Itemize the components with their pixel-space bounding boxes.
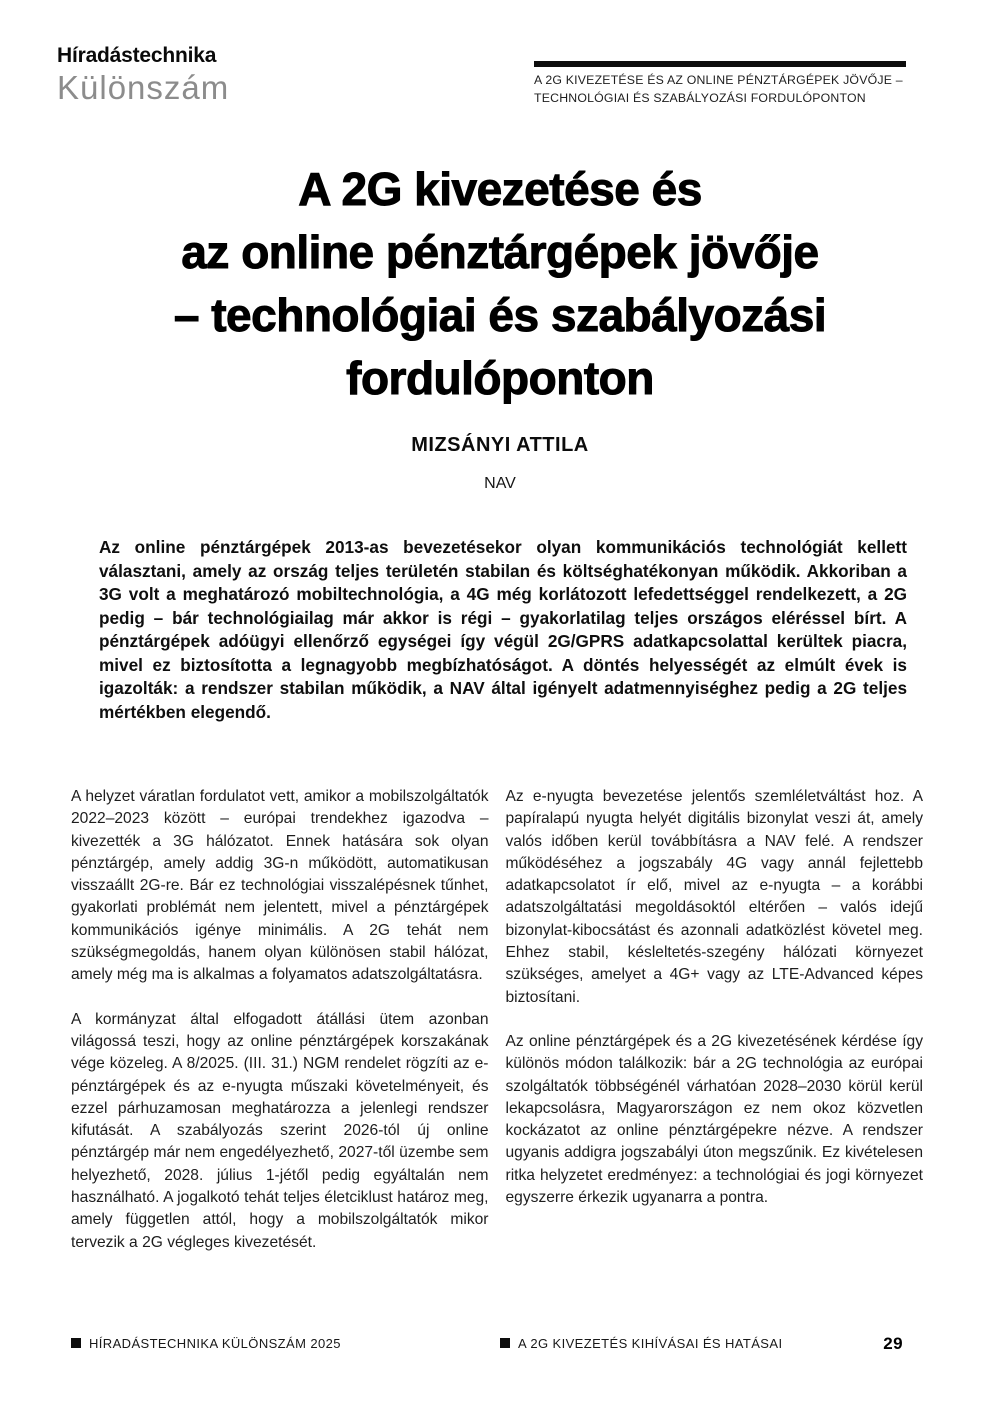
running-header-line-2: TECHNOLÓGIAI ÉS SZABÁLYOZÁSI FORDULÓPONTON [534, 90, 866, 105]
page-number: 29 [883, 1334, 903, 1353]
running-header-line-1: A 2G KIVEZETÉSE ÉS AZ ONLINE PÉNZTÁRGÉPEK JÖVŐJE – [534, 73, 903, 87]
body-paragraph: A helyzet váratlan fordulatot vett, amikor a mobilszolgáltatók 2022–2023 között – európai trendekhez igazodva – kivezették a 3G hálózatot. Ennek hatására sok olyan pénztárgép, amely addig 3G-n működött, automatikusan visszaállt 2G-re. Bár ez technológiai visszalépésnek tűnhet, gyakorlati problémát nem jelentett, mivel a pénztárgépek kommunikációs igénye minimális. A 2G tehát nem szükségmegoldás, hanem olyan különösen stabil hálózat, amely még ma is alkalmas a folyamatos adatszolgáltatásra. [71, 788, 489, 984]
masthead [57, 44, 229, 107]
journal-logo: Híradástechnika [57, 44, 217, 67]
author-affiliation: NAV [484, 475, 516, 492]
page-footer [0, 1336, 1000, 1354]
right-column [506, 786, 924, 1276]
body-paragraph: Az online pénztárgépek és a 2G kivezetésének kérdése így különös módon találkozik: bár a 2G technológia az európai szolgáltatók többségénél várhatóan 2028–2030 körül kerül lekapcsolásra, Magyarországon ez nem okoz közvetlen kockázatot az online pénztárgépekre nézve. A rendszer ugyanis addigra jogszabályi úton megszűnik. Ez kivételesen ritka helyzetet eredményez: a technológiai és jogi környezet egyszerre érkezik ugyanarra a pontra. [505, 1032, 923, 1207]
author-name: MIZSÁNYI ATTILA [411, 434, 589, 456]
abstract-paragraph: Az online pénztárgépek 2013-as bevezetésekor olyan kommunikációs technológiát kellett választani, amely az ország teljes területén stabilan és költséghatékonyan működik. Akkoriban a 3G volt a meghatározó mobiltechnológia, a 4G még korlátozott lefedettséggel rendelkezett, a 2G pedig – bár technológiailag már akkor is régi – gyakorlatilag teljes országos eléréssel bírt. A pénztárgépek adóügyi ellenőrző egységei így végül 2G/GPRS adatkapcsolattal kerültek piacra, mivel ez biztosította a legnagyobb megbízhatóságot. A döntés helyességét az elmúlt évek is igazolták: a rendszer stabilan működik, a NAV által igényelt adatmennyiséghez pedig a 2G teljes mértékben elegendő. [99, 537, 907, 722]
square-bullet-icon [71, 1338, 81, 1348]
article-title [35, 158, 965, 410]
title-line-1: A 2G kivezetése és [298, 163, 702, 215]
journal-edition-label: Különszám [57, 69, 230, 106]
title-line-4: fordulóponton [346, 352, 654, 404]
running-header [534, 61, 906, 107]
running-header-rule [534, 61, 906, 67]
body-paragraph: A kormányzat által elfogadott átállási ütem azonban világossá teszi, hogy az online pénztárgépek korszakának vége közeleg. A 8/2025. (III. 31.) NGM rendelet rögzíti az e-pénztárgépek és az e-nyugta műszaki követelményeit, és ezzel párhuzamosan meghatározza a jelenlegi rendszer kifutását. A szabályozás szerint 2026-tól új online pénztárgép már nem engedélyezhető, 2027-től üzembe sem helyezhető, 2028. július 1-jétől pedig egyáltalán nem használható. A jogalkotó tehát teljes életciklust határoz meg, amely független attól, hogy a mobilszolgáltatók mikor tervezik a 2G végleges kivezetését. [71, 1010, 489, 1251]
square-bullet-icon [500, 1338, 510, 1348]
title-line-2: az online pénztárgépek jövője [181, 226, 819, 278]
footer-section-text: A 2G KIVEZETÉS KIHÍVÁSAI ÉS HATÁSAI [518, 1336, 783, 1351]
article-body [71, 786, 923, 1276]
body-paragraph: Az e-nyugta bevezetése jelentős szemléletváltást hoz. A papíralapú nyugta helyét digitális bizonylat veszi át, amely valós időben kerül továbbításra a NAV felé. A rendszer működéséhez a jogszabály 4G vagy annál fejlettebb adatkapcsolatot ír elő, mivel az e-nyugta – a korábbi adatszolgáltatási megoldásoktól eltérően – valós idejű bizonylat-kibocsátást és azonnali adatközlést követel meg. Ehhez stabil, késleltetés-szegény hálózati környezet szükséges, amelyet a 4G+ vagy az LTE-Advanced képes biztosítani. [505, 788, 923, 1006]
footer-journal-text: HÍRADÁSTECHNIKA KÜLÖNSZÁM 2025 [89, 1336, 341, 1351]
title-line-3: – technológiai és szabályozási [173, 289, 827, 341]
footer-section-label [500, 1336, 782, 1351]
left-column [71, 786, 489, 1276]
footer-journal-label [71, 1336, 341, 1351]
